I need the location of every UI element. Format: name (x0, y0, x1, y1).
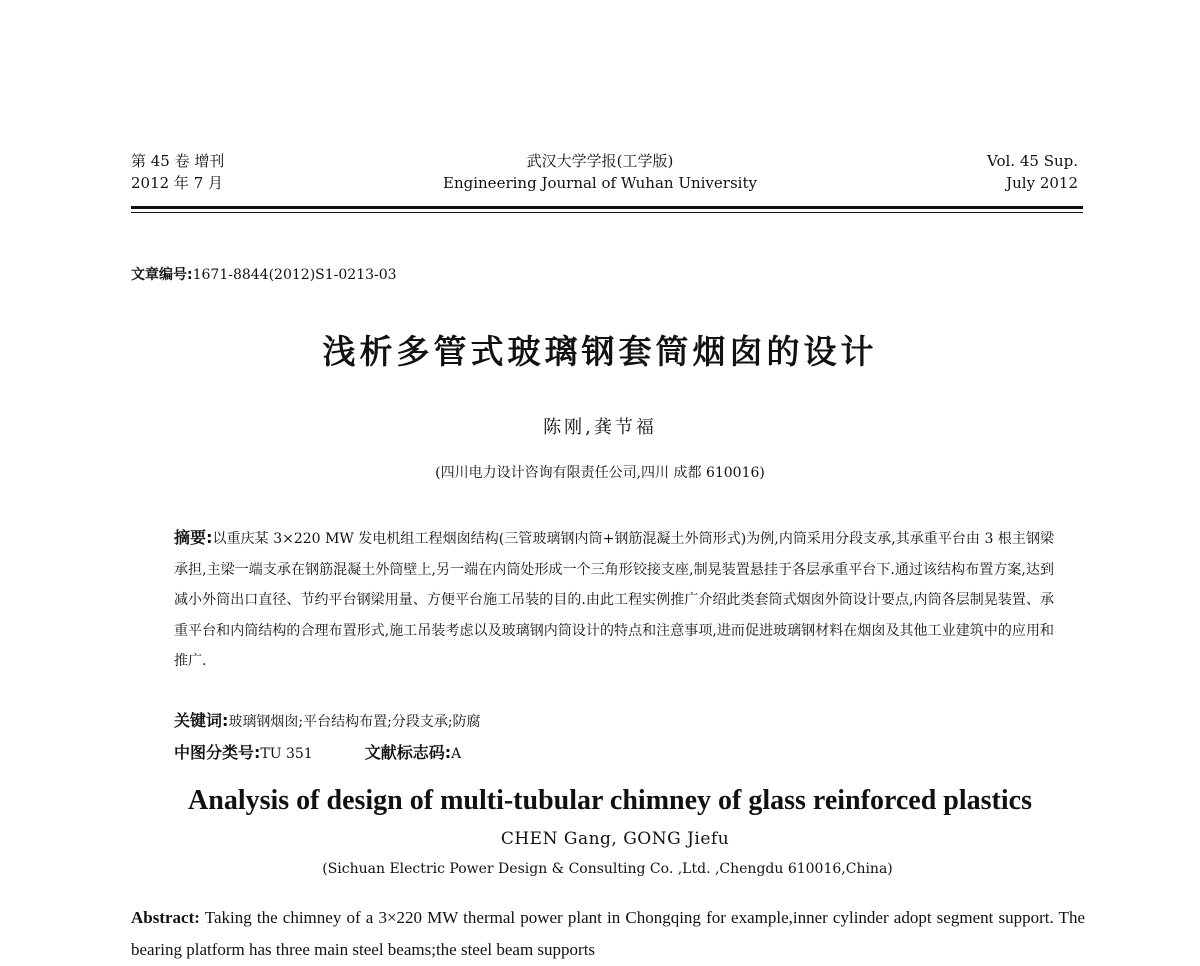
abstract-cn-text: 以重庆某 3×220 MW 发电机组工程烟囱结构(三管玻璃钢内筒+钢筋混凝土外筒形式)为例,内筒采用分段支承,其承重平台由 3 根主钢梁承担,主梁一端支承在钢筋混凝土外筒壁上,另一端在内筒处形成一个三角形铰接支座,制晃装置悬挂于各层承重平台下.通过该结构布置方案,达到减小外筒出口直径、节约平台钢梁用量、方便平台施工吊装的目的.由此工程实例推广介绍此类套筒式烟囱外筒设计要点,内筒各层制晃装置、承重平台和内筒结构的合理布置形式,施工吊装考虑以及玻璃钢内筒设计的特点和注意事项,进而促进玻璃钢材料在烟囱及其他工业建筑中的应用和推广. (174, 531, 1055, 669)
authors-cn: 陈刚,龚节福 (543, 417, 657, 438)
header-rule (131, 206, 1083, 209)
title-cn: 浅析多管式玻璃钢套筒烟囱的设计 (322, 332, 878, 371)
article-number (131, 264, 397, 284)
journal-name-en: Engineering Journal of Wuhan University (443, 174, 757, 192)
volume-line-en: Vol. 45 Sup. (987, 152, 1078, 170)
date-line-en: July 2012 (1006, 174, 1078, 192)
doc-code-value: A (451, 746, 462, 762)
doc-code-label: 文献标志码: (364, 743, 452, 762)
article-number-label: 文章编号: (131, 267, 193, 283)
journal-name (400, 150, 800, 194)
authors-en: CHEN Gang, GONG Jiefu (500, 829, 730, 849)
journal-volume-en (987, 150, 1078, 194)
abstract-en-label: Abstract: (131, 908, 200, 927)
affiliation-cn: (四川电力设计咨询有限责任公司,四川 成都 610016) (435, 465, 765, 481)
abstract-cn (174, 523, 1054, 677)
journal-name-cn: 武汉大学学报(工学版) (526, 152, 674, 170)
abstract-en (131, 902, 1085, 966)
keywords-cn (174, 708, 481, 731)
clc-label: 中图分类号: (174, 743, 261, 762)
header-rule-thin (131, 212, 1083, 213)
keywords-cn-label: 关键词: (174, 711, 229, 730)
classification (174, 740, 461, 763)
keywords-cn-text: 玻璃钢烟囱;平台结构布置;分段支承;防腐 (228, 714, 481, 730)
abstract-cn-label: 摘要: (174, 528, 213, 547)
title-en: Analysis of design of multi-tubular chimney of glass reinforced plastics (188, 785, 1032, 816)
journal-volume (131, 150, 224, 194)
article-number-value: 1671-8844(2012)S1-0213-03 (192, 267, 397, 283)
abstract-en-text: Taking the chimney of a 3×220 MW thermal power plant in Chongqing for example,inner cylinder adopt segment support. The bearing platform has three main steel beams;the steel beam supports (131, 908, 1085, 959)
date-line: 2012 年 7 月 (131, 174, 224, 192)
affiliation-en: (Sichuan Electric Power Design & Consulting Co. ,Ltd. ,Chengdu 610016,China) (322, 861, 893, 877)
volume-line: 第 45 卷 增刊 (131, 152, 225, 170)
clc-value: TU 351 (260, 746, 313, 762)
